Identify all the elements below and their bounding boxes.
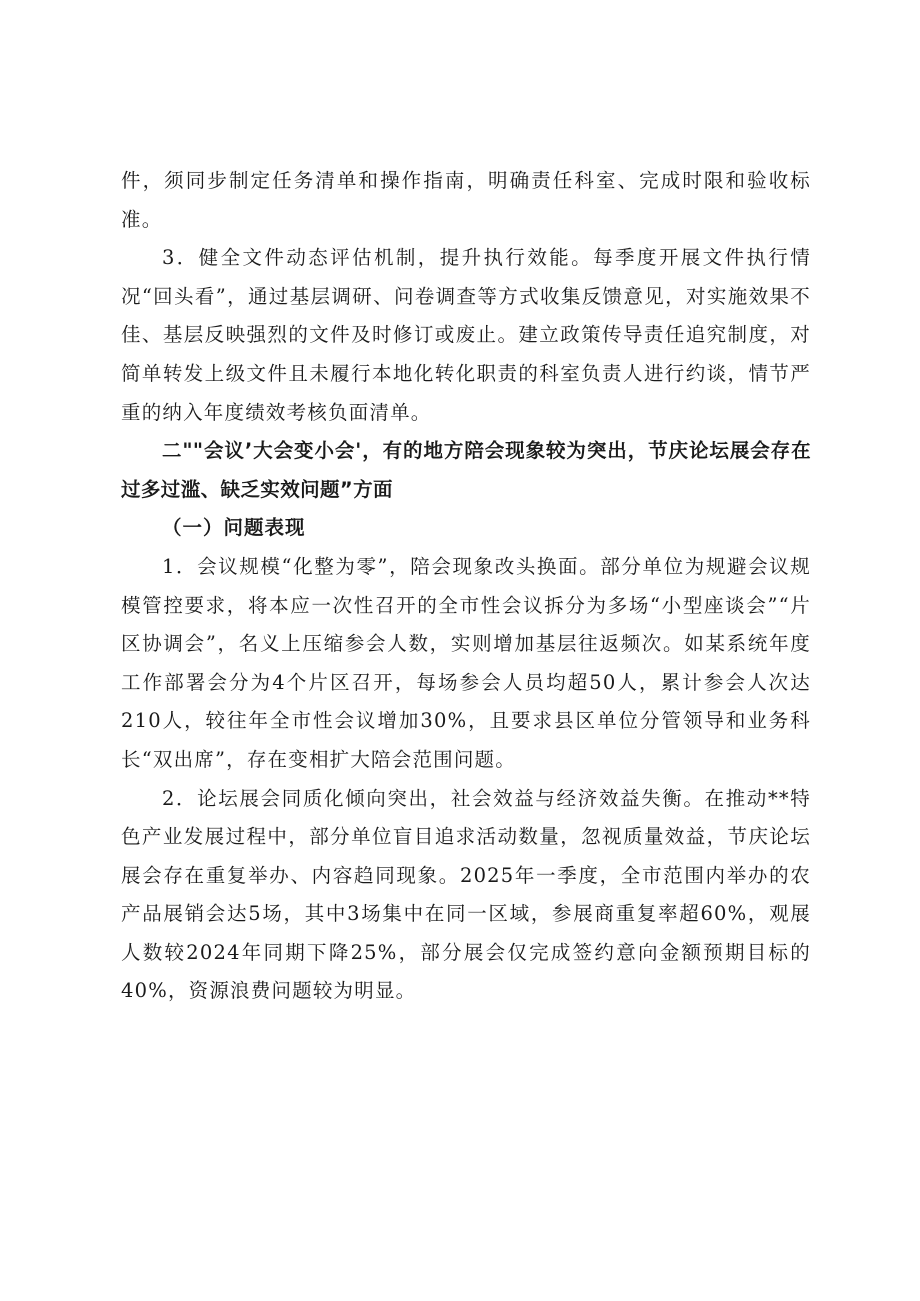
- document-body: [121, 162, 811, 1011]
- section-heading: 二""会议’大会变小会'，有的地方陪会现象较为突出，节庆论坛展会存在过多过滥、缺乏实效问题”方面: [121, 439, 811, 501]
- paragraph-item-2: 2．论坛展会同质化倾向突出，社会效益与经济效益失衡。在推动**特色产业发展过程中，部分单位盲目追求活动数量，忽视质量效益，节庆论坛展会存在重复举办、内容趋同现象。2025年一季度，全市范围内举办的农产品展销会达5场，其中3场集中在同一区域，参展商重复率超60%，观展人数较2024年同期下降25%，部分展会仅完成签约意向金额预期目标的40%，资源浪费问题较为明显。: [121, 786, 811, 1003]
- paragraph-item-3: 3．健全文件动态评估机制，提升执行效能。每季度开展文件执行情况“回头看”，通过基层调研、问卷调查等方式收集反馈意见，对实施效果不佳、基层反映强烈的文件及时修订或废止。建立政策传导责任追究制度，对简单转发上级文件且未履行本地化转化职责的科室负责人进行约谈，情节严重的纳入年度绩效考核负面清单。: [121, 246, 811, 424]
- paragraph-item-1: 1．会议规模“化整为零”，陪会现象改头换面。部分单位为规避会议规模管控要求，将本应一次性召开的全市性会议拆分为多场“小型座谈会”“片区协调会”，名义上压缩参会人数，实则增加基层往返频次。如某系统年度工作部署会分为4个片区召开，每场参会人员均超50人，累计参会人次达210人，较往年全市性会议增加30%，且要求县区单位分管领导和业务科长“双出席”，存在变相扩大陪会范围问题。: [121, 554, 811, 771]
- subsection-heading: （一）问题表现: [161, 516, 306, 540]
- paragraph-continuation: 件，须同步制定任务清单和操作指南，明确责任科室、完成时限和验收标准。: [121, 169, 811, 231]
